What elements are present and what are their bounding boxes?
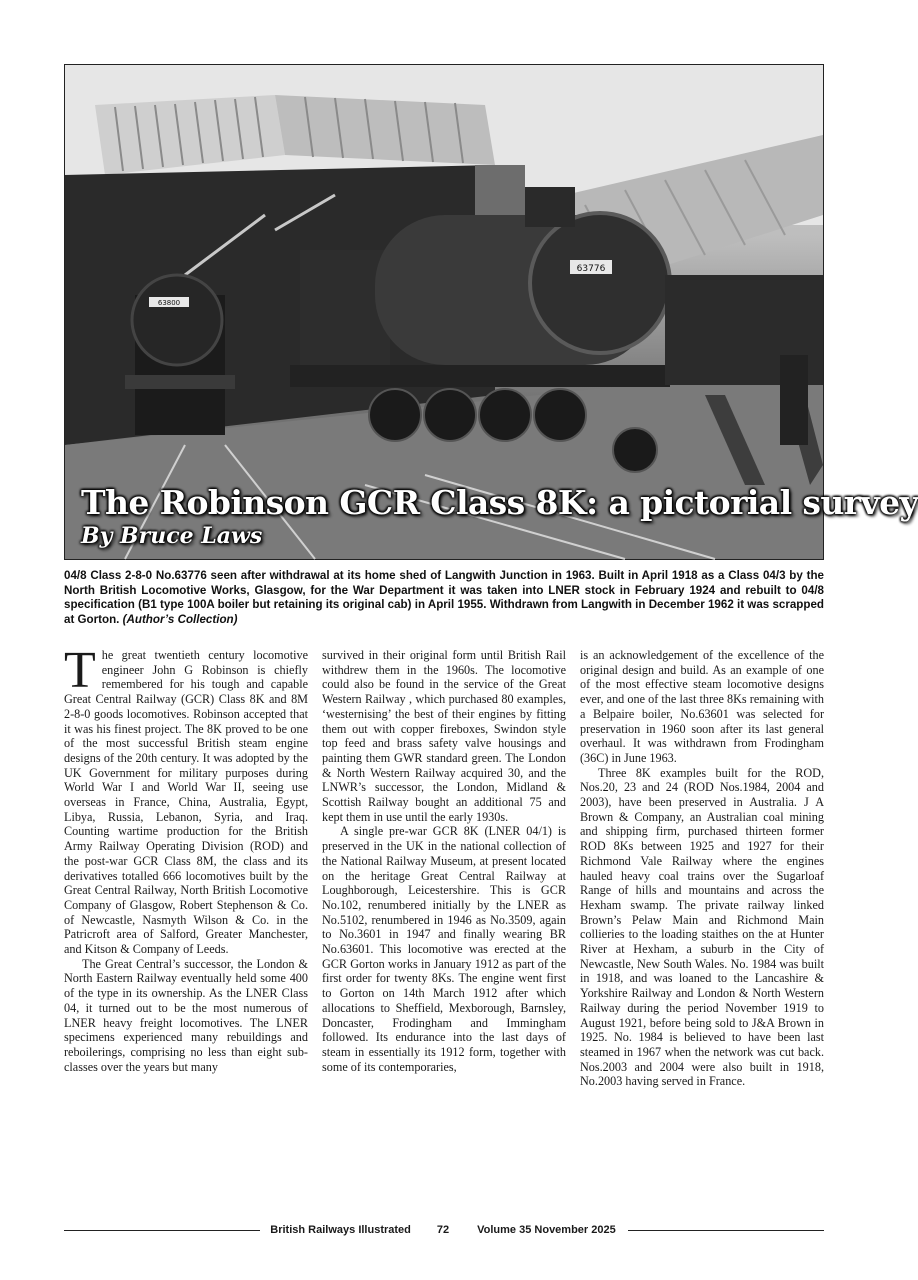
paragraph: A single pre-war GCR 8K (LNER 04/1) is preserved in the UK in the national collection of the National Railway Museum, at present located on the heritage Great Central Railway at Loughborough, Leicestershire. This is GCR No.102, renumbered initially by the LNER as No.5102, renumbered in 1946 as No.3509, again to No.3601 in 1947 and finally wearing BR No.63601. This locomotive was erected at the GCR Gorton works in January 1912 as part of the first order for twenty 8Ks. The engine went first to Gorton on 14th March 1912 after which allocations to Sheffield, Mexborough, Barnsley, Doncaster, Frodingham and Immingham followed. Its endurance into the last days of steam in essentially its 1912 form, together with some of its contemporaries, — [322, 824, 566, 1074]
issue-info: Volume 35 November 2025 — [477, 1224, 616, 1236]
header-photograph — [64, 64, 918, 560]
footer-rule-right — [628, 1230, 824, 1231]
caption-text: 04/8 Class 2-8-0 No.63776 seen after withdrawal at its home shed of Langwith Junction in 1963. Built in April 1918 as a Class 04/3 by the North British Locomotive Works, Glasgow, for the War Department it was taken into LNER stock in February 1924 and rebuilt to 04/8 specification (B1 type 100A boiler but retaining its original cab) in April 1955. Withdrawn from Langwith in December 1962 it was scrapped at Gorton. — [64, 569, 824, 626]
column-1 — [64, 642, 308, 1208]
paragraph: The Great Central’s successor, the London & North Eastern Railway eventually held some 400 of the type in its ownership. As the LNER Class 04, it turned out to be the most numerous of LNER heavy freight locomotives. The LNER specimens experienced many rebuildings and reboilerings, comprising no less than eight sub-classes over the years but many — [64, 956, 308, 1074]
left-loco-number: 63800 — [157, 299, 181, 307]
page-number: 72 — [436, 1224, 450, 1236]
paragraph-text: he great twentieth century locomotive engineer John G Robinson is chiefly remembered for his tough and capable Great Central Railway (GCR) Class 8K and 8M 2-8-0 goods locomotives. Robinson accepted that it was his finest project. The 8K proved to be one of the most successful British steam engine designs of the 20th century. It was adopted by the UK Government for military purposes during World War I and World War II, seeing use overseas in France, China, Australia, Egypt, Libya, Russia, Lebanon, Syria, and Iraq. Counting wartime production for the British Army Railway Operating Division (ROD) and the post-war GCR Class 8M, the class and its derivatives totalled 666 locomotives built by the Great Central Railway, North British Locomotive Company of Glasgow, Robert Stephenson & Co. of Newcastle, Nasmyth Wilson & Co. in the Patricroft area of Salford, Greater Manchester, and Kitson & Company of Leeds. — [64, 648, 308, 957]
paragraph: survived in their original form until British Rail withdrew them in the 1960s. The locomotive could also be found in the service of the Great Western Railway , which purchased 80 examples, ‘westernising’ the best of their engines by fitting them out with copper fireboxes, Swindon style top feed and brass safety valve housings and painting them GWR standard green. The London & North Western Railway acquired 30, and the LNWR’s successor, the London, Midland & Scottish Railway bought an additional 75 and kept them in use until the early 1930s. — [322, 648, 566, 824]
footer-rule-left — [64, 1230, 260, 1231]
paragraph — [64, 642, 308, 957]
article-body — [64, 642, 824, 1208]
main-loco-number: 63776 — [576, 264, 606, 274]
paragraph: Three 8K examples built for the ROD, Nos.20, 23 and 24 (ROD Nos.1984, 2004 and 2003), have been preserved in Australia. J A Brown & Company, an Australian coal mining and shipping firm, purchased thirteen former ROD 8Ks between 1925 and 1927 for their Richmond Vale Railway where the engines hauled heavy coal trains over the Sugarloaf Range of hills and mountains and across the Hexham swamp. The private railway linked Brown’s Pelaw Main and Richmond Main collieries to the loading staithes on the at Hunter River at Hexham, a suburb in the City of Newcastle, New South Wales. No. 1984 was built in 1918, and was loaned to the Lancashire & Yorkshire Railway and London & North Western Railway during the period November 1919 to August 1921, before being sold to J&A Brown in 1925. No. 1984 is believed to have been last steamed in 1967 when the network was cut back. Nos.2003 and 2004 were also built in 1918, No.2003 having served in France. — [580, 765, 824, 1089]
drop-cap: T — [64, 642, 96, 699]
publication-name: British Railways Illustrated — [270, 1224, 411, 1236]
column-2 — [322, 648, 566, 1208]
author-byline: By Bruce Laws — [81, 523, 263, 549]
caption-credit: (Author’s Collection) — [122, 612, 238, 626]
article-title: The Robinson GCR Class 8K: a pictorial survey — [81, 483, 918, 522]
column-3 — [580, 648, 824, 1208]
page-footer — [64, 1222, 824, 1238]
photo-caption — [64, 569, 824, 627]
paragraph: is an acknowledgement of the excellence of the original design and build. As an example of one of the most effective steam locomotive designs ever, and one of the last three 8Ks remaining with a Belpaire boiler, No.63601 was selected for preservation in 1960 soon after its last general overhaul. It was withdrawn from Frodingham (36C) in June 1963. — [580, 648, 824, 765]
